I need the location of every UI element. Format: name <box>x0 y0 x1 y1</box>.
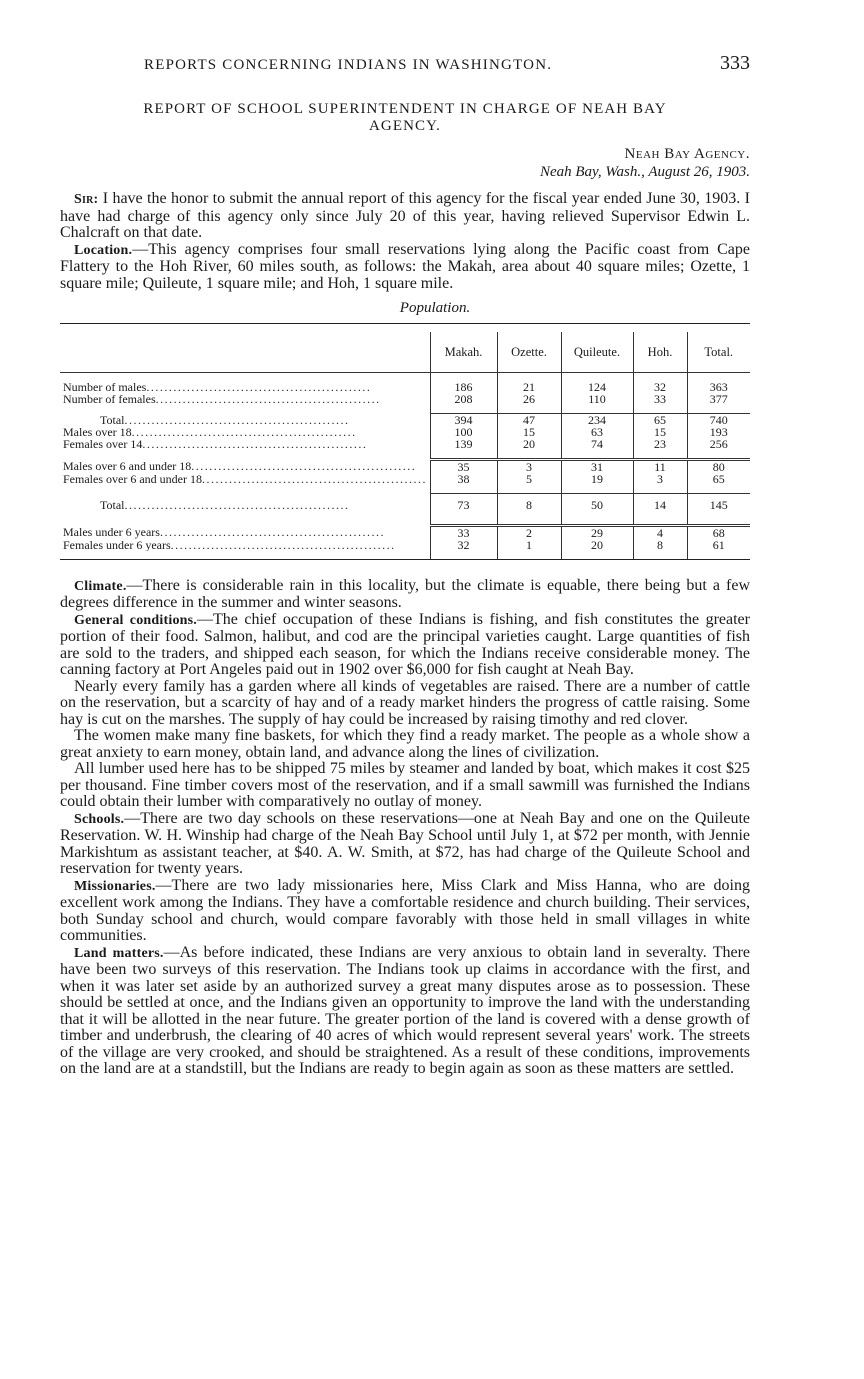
row-label: Males over 18 <box>63 426 132 438</box>
salutation: Sir: <box>74 192 99 207</box>
table-cell: 21 <box>497 381 561 393</box>
table-stub-header <box>60 332 430 373</box>
row-label: Females over 6 and under 18 <box>63 473 202 485</box>
table-cell: 394 <box>430 414 497 427</box>
table-cell: 8 <box>633 539 687 551</box>
table-cell: 11 <box>633 460 687 474</box>
table-cell: 363 <box>687 381 750 393</box>
running-title: REPORTS CONCERNING INDIANS IN WASHINGTON. <box>144 57 553 73</box>
table-cell: 193 <box>687 426 750 438</box>
table-cell: 65 <box>633 414 687 427</box>
table-cell: 68 <box>687 525 750 539</box>
table-cell: 63 <box>561 426 633 438</box>
column-header: Total. <box>687 332 750 373</box>
missionaries-text: —There are two lady missionaries here, Miss Clark and Miss Hanna, who are doing excellent work among the Indians. They have a comfortable residence and church building. Their services, both Sunday school and church, would compare favorably with those held in small villages in white communities. <box>60 876 750 944</box>
climate-text: —There is considerable rain in this locality, but the climate is equable, there being but a few degrees difference in the summer and winter seasons. <box>60 576 750 611</box>
table-row: Females over 6 and under 18.................................................. 38 5 19 3 65 <box>60 473 750 485</box>
table-cell: 3 <box>633 473 687 485</box>
table-cell: 19 <box>561 473 633 485</box>
paragraph-climate <box>60 578 750 612</box>
table-cell: 31 <box>561 460 633 474</box>
general-lead: General conditions. <box>74 612 197 628</box>
row-label: Number of females <box>63 393 156 405</box>
table-cell: 145 <box>687 494 750 516</box>
table-cell: 65 <box>687 473 750 485</box>
table-cell: 15 <box>633 426 687 438</box>
table-cell: 33 <box>430 525 497 539</box>
row-label: Males over 6 and under 18 <box>63 459 192 473</box>
missionaries-lead: Missionaries. <box>74 878 156 894</box>
location-text: —This agency comprises four small reservations lying along the Pacific coast from Cape Flattery to the Hoh River, 60 miles south, as follows: the Makah, area about 40 square miles; Ozette, 1 square mile; Quileute, 1 square mile; and Hoh, 1 square mile. <box>60 240 750 292</box>
row-label: Total <box>100 497 125 512</box>
table-cell: 74 <box>561 438 633 450</box>
row-label: Total <box>100 413 125 426</box>
paragraph-baskets: The women make many fine baskets, for which they find a ready market. The people as a whole show a great anxiety to earn money, obtain land, and advance along the lines of civilization. <box>60 727 750 761</box>
table-cell: 29 <box>561 525 633 539</box>
table-cell: 234 <box>561 414 633 427</box>
population-table <box>60 323 750 560</box>
table-cell: 20 <box>497 438 561 450</box>
table-caption: Population. <box>399 300 471 316</box>
column-header: Makah. <box>430 332 497 373</box>
paragraph-general <box>60 612 750 679</box>
table-row: Males over 6 and under 18.................................................. 35 3 31 11 80 <box>60 460 750 474</box>
report-title-line1: REPORT OF SCHOOL SUPERINTENDENT IN CHARGE OF NEAH BAY <box>143 101 667 117</box>
paragraph-land <box>60 945 750 1078</box>
table-cell: 32 <box>633 381 687 393</box>
table-cell: 256 <box>687 438 750 450</box>
dateline-agency: Neah Bay Agency. <box>624 146 750 162</box>
report-title-line2: AGENCY. <box>368 118 441 134</box>
table-cell: 15 <box>497 426 561 438</box>
table-cell: 124 <box>561 381 633 393</box>
dateline <box>60 145 750 181</box>
table-cell: 740 <box>687 414 750 427</box>
table-cell: 1 <box>497 539 561 551</box>
table-cell: 100 <box>430 426 497 438</box>
row-label: Males under 6 years <box>63 525 160 539</box>
table-cell: 186 <box>430 381 497 393</box>
running-head <box>60 52 750 75</box>
table-cell: 47 <box>497 414 561 427</box>
table-cell: 2 <box>497 525 561 539</box>
table-cell: 73 <box>430 494 497 516</box>
dateline-date: Neah Bay, Wash., August 26, 1903. <box>539 164 750 180</box>
table-cell: 26 <box>497 393 561 405</box>
table-cell: 139 <box>430 438 497 450</box>
column-header: Hoh. <box>633 332 687 373</box>
table-row: Number of males.................................................. 186 21 124 32 363 <box>60 381 750 393</box>
paragraph-sir-text: I have the honor to submit the annual report of this agency for the fiscal year ended June 30, 1903. I have had charge of this agency only since July 20 of this year, having relieved Supervisor Edwin L. Chalcraft on that date. <box>60 190 750 241</box>
table-cell: 208 <box>430 393 497 405</box>
row-label: Females under 6 years <box>63 538 171 551</box>
paragraph-location <box>60 242 750 293</box>
row-label: Number of males <box>63 381 147 393</box>
table-cell: 50 <box>561 494 633 516</box>
paragraph-sir <box>60 191 750 242</box>
paragraph-missionaries <box>60 878 750 945</box>
table-cell: 38 <box>430 473 497 485</box>
schools-lead: Schools. <box>74 811 125 827</box>
paragraph-schools <box>60 811 750 878</box>
table-cell: 61 <box>687 539 750 551</box>
table-row: Females over 14.................................................. 139 20 74 23 256 <box>60 438 750 450</box>
row-label: Females over 14 <box>63 438 143 450</box>
climate-lead: Climate. <box>74 578 127 594</box>
table-row: Total.................................................. 394 47 234 65 740 <box>60 414 750 427</box>
table-cell: 33 <box>633 393 687 405</box>
table-cell: 35 <box>430 460 497 474</box>
table-row: Total.................................................. 73 8 50 14 145 <box>60 494 750 516</box>
table-row: Number of females.................................................. 208 26 110 33 377 <box>60 393 750 405</box>
table-row: Males under 6 years.................................................. 33 2 29 4 68 <box>60 525 750 539</box>
table-cell: 377 <box>687 393 750 405</box>
table-cell: 32 <box>430 539 497 551</box>
document-page <box>60 52 750 1078</box>
paragraph-lumber: All lumber used here has to be shipped 75 miles by steamer and landed by boat, which makes it cost $25 per thousand. Fine timber covers most of the reservation, and if a small sawmill was furnished the Indians could obtain their lumber with comparatively no outlay of money. <box>60 760 750 810</box>
location-lead: Location. <box>74 242 133 258</box>
page-number: 333 <box>720 52 750 74</box>
paragraph-garden: Nearly every family has a garden where all kinds of vegetables are raised. There are a number of cattle on the reservation, but a scarcity of hay and of a ready market hinders the progress of cattle raising. Some hay is cut on the marshes. The supply of hay could be increased by raising timothy and red clover. <box>60 677 750 728</box>
table-cell: 14 <box>633 494 687 516</box>
table-cell: 5 <box>497 473 561 485</box>
table-row: Males over 18.................................................. 100 15 63 15 193 <box>60 426 750 438</box>
schools-text: —There are two day schools on these reservations—one at Neah Bay and one on the Quileute Reservation. W. H. Winship had charge of the Neah Bay School until July 1, at $72 per month, with Jennie Markishtum as assistant teacher, at $40. A. W. Smith, at $72, has had charge of the Quileute School and reservation for twenty years. <box>60 809 750 877</box>
land-text: —As before indicated, these Indians are very anxious to obtain land in severalty. There have been two surveys of this reservation. The Indians took up claims in accordance with the first, and when it was later set aside by an authorized survey a great many disputes arose as to possession. These should be settled at once, and the Indians given an opportunity to improve the land with the understanding that it will be allotted in the near future. The greater portion of the land is covered with a dense growth of timber and underbrush, the clearing of 40 acres of which would represent several years' work. The streets of the village are very crooked, and should be straightened. As a result of these conditions, improvements on the land are at a standstill, but the Indians are ready to begin again as soon as these matters are settled. <box>60 943 750 1077</box>
body-text <box>60 578 750 1078</box>
table-cell: 20 <box>561 539 633 551</box>
report-title <box>60 101 750 135</box>
table-cell: 80 <box>687 460 750 474</box>
general-text: —The chief occupation of these Indians is fishing, and fish constitutes the greater portion of their food. Salmon, halibut, and cod are the principal varieties caught. Large quantities of fish are sold to the traders, and shipped each season, for which the Indians receive considerable money. The canning factory at Port Angeles paid out in 1902 over $6,000 for fish caught at Neah Bay. <box>60 610 750 678</box>
table-cell: 4 <box>633 525 687 539</box>
table-header-row <box>60 332 750 373</box>
table-cell: 3 <box>497 460 561 474</box>
column-header: Quileute. <box>561 332 633 373</box>
table-cell: 110 <box>561 393 633 405</box>
table-row: Females under 6 years.................................................. 32 1 20 8 61 <box>60 539 750 551</box>
land-lead: Land matters. <box>74 945 164 961</box>
table-cell: 8 <box>497 494 561 516</box>
column-header: Ozette. <box>497 332 561 373</box>
table-cell: 23 <box>633 438 687 450</box>
